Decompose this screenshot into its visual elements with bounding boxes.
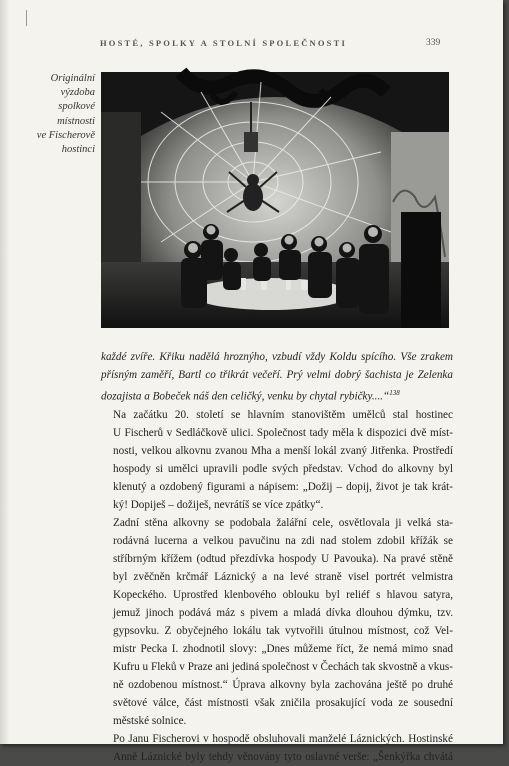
text-line: rodávná lucerna a velkou pavučinu na zdi nad stolem zdobil křížák se	[113, 534, 453, 547]
photo-caption	[12, 72, 95, 157]
tavern-photograph	[101, 72, 449, 328]
text-line: byl zvěčněn krčmář Láznický a na levé straně visel portrét velmistra	[113, 570, 453, 583]
paragraph	[101, 406, 453, 514]
caption-line: Originální	[50, 73, 95, 84]
caption-line: ve Fischerově	[36, 129, 95, 141]
margin-mark	[26, 10, 27, 26]
text-line: klenutý a ozdobený figurami a nápisem: „Dožij – dopij, život je tak krát-	[113, 480, 453, 493]
paragraph	[101, 514, 453, 730]
body-text	[101, 348, 453, 766]
text-line: U Fischerů v Sedláčkově ulici. Společnost tady měla k dispozici dvě míst-	[113, 426, 453, 439]
text-line: gypsovku. Z obyčejného lokálu tak vytvořili útulnou místnost, což Vel-	[113, 624, 453, 637]
quoted-verse	[101, 348, 453, 406]
text-line: Kopeckého. Uprostřed klenbového oblouku byl reliéf s hlavou satyra,	[113, 588, 453, 601]
text-line: každé zvíře. Křiku nadělá hroznýho, vzbudí vždy Koldu spícího. Vše zrakem	[101, 351, 453, 363]
text-line: jemuž jinoch podává máz s pivem a mladá dívka dlouhou dýmku, tzv.	[113, 606, 453, 619]
text-line: světové válce, část místnosti však zničila prosakující voda ze sousední	[113, 696, 453, 709]
page-number: 339	[426, 38, 441, 48]
text-line: Anně Láznické byly tehdy věnovány tyto oslavné verše: „Šenkýřka chvátá	[113, 750, 453, 763]
text-line: Po Janu Fischerovi v hospodě obsluhovali manželé Láznických. Hostinské	[113, 732, 453, 745]
text-line-content: dozajista a Bobeček náš den celičký, venku by chytal rybičky....“	[101, 390, 390, 403]
footnote-marker: 138	[389, 389, 400, 397]
page-gutter	[0, 0, 10, 744]
text-line: nosti, velkou alkovnu zvanou Mha a menší lokál zvaný Jitřenka. Prostředí	[113, 444, 453, 457]
caption-line: spolkové	[58, 101, 95, 113]
caption-line: místnosti	[57, 115, 95, 127]
text-line: Kufru u Fleků v Praze ani jediná společnost v Čechách tak skvostně a vkus-	[113, 660, 453, 673]
text-line: Na začátku 20. století se hlavním stanovištěm umělců stal hostinec	[113, 408, 453, 421]
text-line: hospody si umělci upravili podle svých představ. Vchod do alkovny byl	[113, 462, 453, 475]
paragraph	[101, 730, 453, 766]
text-line: stříbrným křížem (odtud přezdívka hospody U Pavouka). Na pravé stěně	[113, 552, 453, 565]
text-line: mistr Pecka I. zhodnotil slovy: „Dnes můžeme říct, že nemá mimo snad	[113, 642, 453, 655]
caption-line: hostinci	[61, 144, 95, 156]
text-line: městské solnice.	[113, 714, 187, 727]
photo-illustration	[101, 72, 449, 328]
text-line: přísným zaměří, Bartl co třikrát večeří. Prý velmi dobrý šachista je Zelenka	[101, 369, 453, 381]
text-line: Zadní stěna alkovny se podobala žalářní cele, osvětlovala ji velká sta-	[113, 516, 453, 529]
text-line: ně ozdobenou místnost.“ Úprava alkovny byla zachována ještě po druhé	[113, 678, 453, 691]
running-head: HOSTÉ, SPOLKY A STOLNÍ SPOLEČNOSTI	[100, 38, 347, 48]
caption-line: výzdoba	[60, 87, 95, 99]
text-line	[101, 384, 453, 406]
text-line: ký! Dopiješ – dožiješ, nevrátíš se více zpátky“.	[113, 498, 324, 511]
